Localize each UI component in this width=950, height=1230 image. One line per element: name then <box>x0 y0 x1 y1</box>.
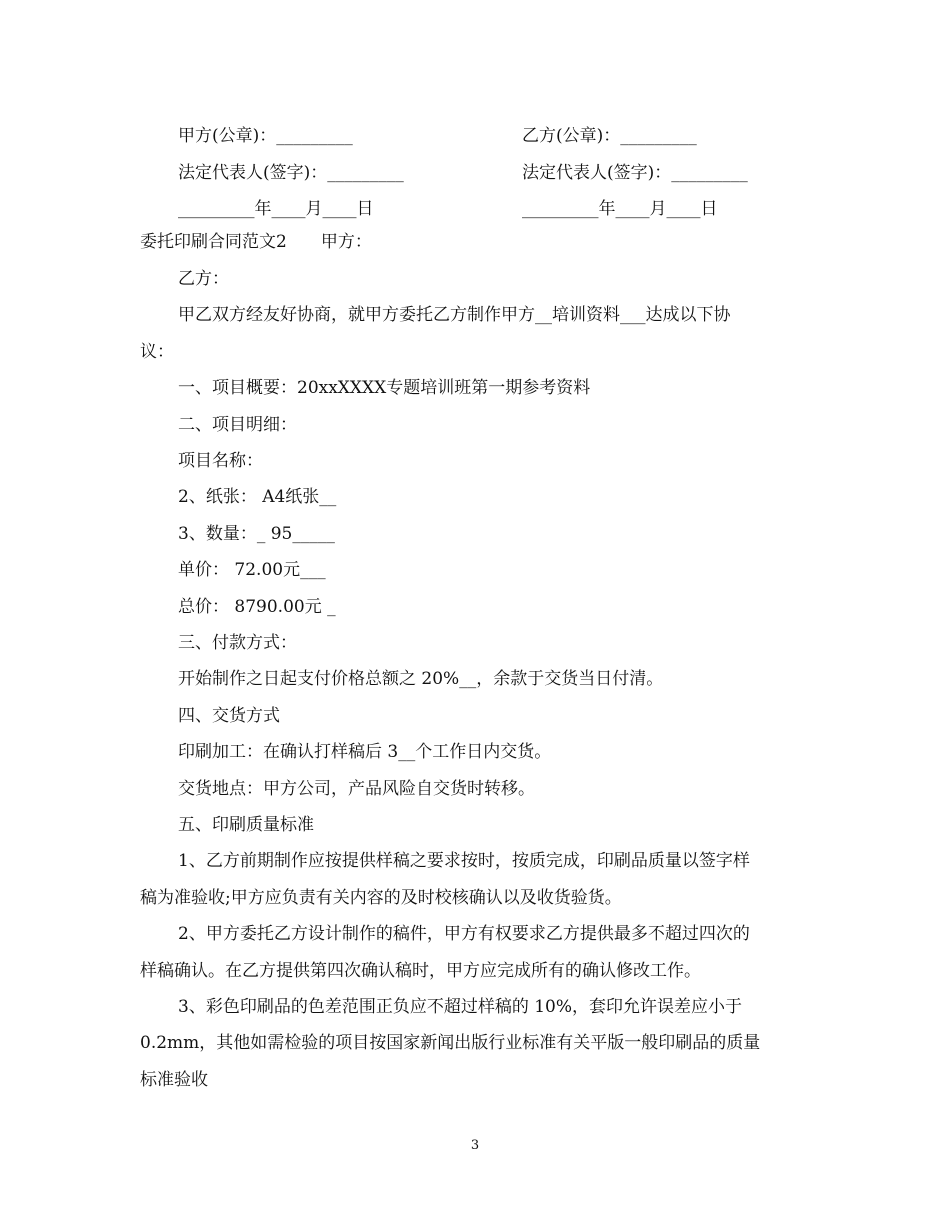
party-a-representative: 法定代表人(签字)：_________ <box>178 163 404 183</box>
party-a-seal: 甲方(公章)：_________ <box>178 126 353 146</box>
payment-terms: 开始制作之日起支付价格总额之 20%__，余款于交货当日付清。 <box>178 669 664 689</box>
total-price: 总价： 8790.00元 _ <box>178 597 336 617</box>
section-5-heading: 五、印刷质量标准 <box>178 815 314 835</box>
section-4-heading: 四、交货方式 <box>178 706 280 726</box>
delivery-processing: 印刷加工：在确认打样稿后 3__个工作日内交货。 <box>178 742 552 762</box>
delivery-location: 交货地点：甲方公司，产品风险自交货时转移。 <box>178 779 535 799</box>
item-paper: 2、纸张： A4纸张__ <box>178 487 337 507</box>
party-b-date: _________年____月____日 <box>522 199 718 219</box>
item-name: 项目名称： <box>178 451 263 471</box>
contract-title: 委托印刷合同范文2 甲方： <box>140 232 372 252</box>
quality-clause-3-line-3: 标准验收 <box>140 1070 208 1090</box>
quality-clause-2-line-1: 2、甲方委托乙方设计制作的稿件，甲方有权要求乙方提供最多不超过四次的 <box>178 924 750 944</box>
party-b-label: 乙方： <box>178 269 229 289</box>
item-quantity: 3、数量：_ 95_____ <box>178 524 335 544</box>
party-b-representative: 法定代表人(签字)：_________ <box>522 163 748 183</box>
intro-paragraph-line-2: 议： <box>140 342 174 362</box>
page-number: 3 <box>470 1138 480 1153</box>
quality-clause-2-line-2: 样稿确认。在乙方提供第四次确认稿时，甲方应完成所有的确认修改工作。 <box>140 961 701 981</box>
quality-clause-3-line-1: 3、彩色印刷品的色差范围正负应不超过样稿的 10%，套印允许误差应小于 <box>178 997 743 1017</box>
quality-clause-1-line-1: 1、乙方前期制作应按提供样稿之要求按时，按质完成，印刷品质量以签字样 <box>178 851 750 871</box>
quality-clause-3-line-2: 0.2mm，其他如需检验的项目按国家新闻出版行业标准有关平版一般印刷品的质量 <box>140 1033 761 1053</box>
party-a-date: _________年____月____日 <box>178 199 374 219</box>
section-2-heading: 二、项目明细： <box>178 415 297 435</box>
section-3-heading: 三、付款方式： <box>178 633 297 653</box>
unit-price: 单价： 72.00元___ <box>178 560 326 580</box>
quality-clause-1-line-2: 稿为准验收;甲方应负责有关内容的及时校核确认以及收货验货。 <box>140 888 622 908</box>
intro-paragraph-line-1: 甲乙双方经友好协商，就甲方委托乙方制作甲方__培训资料___达成以下协 <box>178 305 731 325</box>
party-b-seal: 乙方(公章)：_________ <box>522 126 697 146</box>
section-1-heading: 一、项目概要：20xxXXXX专题培训班第一期参考资料 <box>178 378 591 398</box>
